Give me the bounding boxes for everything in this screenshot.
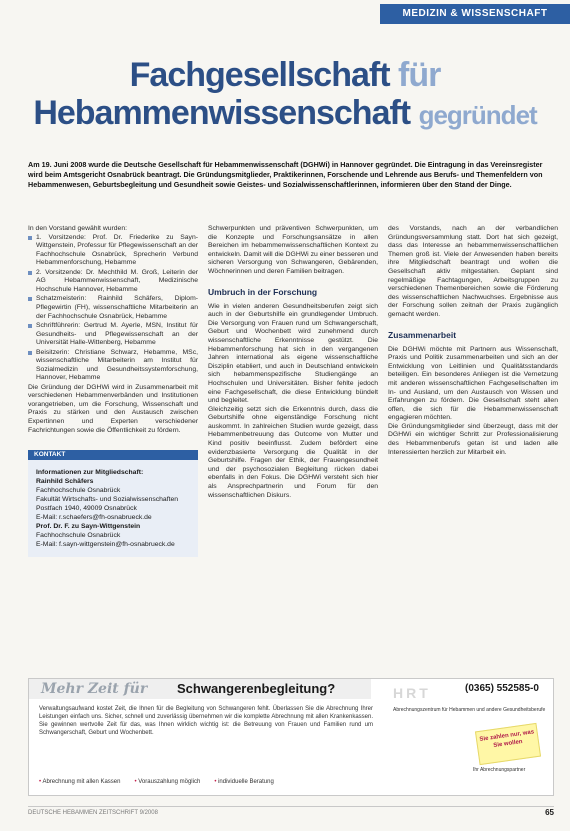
board-member: Beisitzerin: Christiane Schwarz, Hebamme, MSc, wissenschaftliche Mitarbeiterin am Institut für Sozialmedizin und Gesundheitssystemforschung, Hannover, Hebamme (28, 349, 198, 383)
publication-name: DEUTSCHE HEBAMMEN ZEITSCHRIFT 9/2008 (28, 810, 158, 816)
ad-small-print: Ihr Abrechnungspartner (473, 767, 526, 773)
board-member: 2. Vorsitzende: Dr. Mechthild M. Groß, Leiterin der AG Hebammenwissenschaft, Medizinische Hochschule Hannover, Hebamme (28, 269, 198, 295)
subheading-umbruch: Umbruch in der Forschung (208, 286, 318, 297)
column-2 (208, 225, 378, 500)
subheading-zusammenarbeit: Zusammenarbeit (388, 329, 457, 340)
contact-line: Postfach 1940, 49009 Osnabrück (36, 505, 137, 512)
lead-paragraph: Am 19. Juni 2008 wurde die Deutsche Gesellschaft für Hebammenwissenschaft (DGHWi) in Hannover gegründet. Die Eintragung in das Vereinsregister wird beim Amtsgericht Osnabrück beantragt. Die Gründungsmitglieder, Praktikerinnen, Forschende und Lehrende aus Berufs- und Themenfeldern von Hebammenwesen, Geburtsbegleitung und Gesundheit sowie Geistes- und Sozialwissenschaftlerinnen, informieren über den Stand der Dinge. (28, 160, 543, 189)
ad-bullet: • individuelle Beratung (214, 779, 274, 785)
page-number: 65 (545, 808, 554, 817)
title-word-gegruendet: gegründet (418, 100, 537, 130)
column-3-paragraph-1: des Vorstands, nach an der verbandlichen Gründungsversammlung statt. Dort hat sich gezeigt, dass das Interesse an hebammenwissenschaftlichen Themen groß ist. Viele der Anwesenden haben bereits ihre Mitgliedschaft beantragt und wollen die Gesellschaft aktiv mitgestalten. Geplant sind regelmäßige Fachtagungen, Arbeitsgruppen zu verschiedenen Themenbereichen sowie die Förderung des wissenschaftlichen Nachwuchses. Ergebnisse aus der Forschung sollen zeitnah der Praxis zugänglich gemacht werden. (388, 225, 558, 318)
section-rubric: MEDIZIN & WISSENSCHAFT (380, 4, 570, 24)
contact-box (28, 450, 198, 557)
contact-line: Fachhochschule Osnabrück (36, 487, 121, 494)
ad-logo: HRT (393, 685, 431, 701)
ad-bullet: • Vorauszahlung möglich (134, 779, 200, 785)
ad-stamp: Sie zahlen nur, was Sie wollen (475, 723, 541, 765)
ad-script-text: Mehr Zeit für (41, 681, 148, 697)
title-word-fuer: für (398, 56, 441, 94)
title-word-hebammenwissenschaft: Hebammenwissenschaft (33, 94, 411, 132)
column-3-paragraph-2: Die DGHWi möchte mit Partnern aus Wissenschaft, Praxis und Politik zusammenarbeiten und sich an der Entwicklung von Leitlinien und Qualitätsstandards beteiligen. Ein besonderes Anliegen ist die Vernetzung mit anderen wissenschaftlichen Fachgesellschaften im In- und Ausland, um den Austausch von Wissen und Erfahrungen zu fördern. Die Gesellschaft steht allen offen, die sich für die Hebammenwissenschaft engagieren möchten. (388, 345, 558, 422)
contact-line: Fachhochschule Osnabrück (36, 532, 121, 539)
ad-subline: Abrechnungszentrum für Hebammen und andere Gesundheitsberufe (393, 707, 546, 713)
contact-heading: Informationen zur Mitgliedschaft: (36, 469, 144, 476)
page-footer (28, 806, 554, 819)
contact-tag: KONTAKT (34, 451, 66, 458)
column-2-paragraph-3: Gleichzeitig setzt sich die Erkenntnis durch, dass die Geburtshilfe ohne eigenständige Forschung nicht auskommt. In zahlreichen Studien wurde gezeigt, dass Hebammenbetreuung das Outcome von Mutter und Kind positiv beeinflusst. Zudem befördert eine evidenzbasierte Versorgung die Qualität in der Geburtshilfe. Fragen der Ethik, der Frauengesundheit und der psychosozialen Begleitung rücken dabei ebenfalls in den Fokus. Die DGHWi versteht sich hier als Ansprechpartnerin und Forum für den wissenschaftlichen Diskurs. (208, 405, 378, 499)
contact-name: Rainhild Schäfers (36, 478, 94, 485)
article-title (0, 56, 570, 134)
board-member: Schriftführerin: Gertrud M. Ayerle, MSN, Institut für Gesundheits- und Pflegewissenschaft an der Universität Halle-Wittenberg, Hebamme (28, 322, 198, 348)
board-member: 1. Vorsitzende: Prof. Dr. Friederike zu Sayn-Wittgenstein, Professur für Pflegewissenschaft an der Fachhochschule Osnabrück, Sprecherin Verbund Hebammenforschung, Hebamme (28, 234, 198, 268)
contact-name-2: Prof. Dr. F. zu Sayn-Wittgenstein (36, 523, 141, 530)
ad-brand-panel (385, 679, 553, 795)
ad-phone[interactable]: (0365) 552585-0 (465, 683, 539, 694)
column-3-paragraph-3: Die Gründungsmitglieder sind überzeugt, dass mit der DGHWi ein wichtiger Schritt zur Professionalisierung des Hebammenberufs getan ist und laden alle Interessierten herzlich zur Mitarbeit ein. (388, 422, 558, 456)
board-intro: In den Vorstand gewählt wurden: (28, 225, 127, 232)
column-2-paragraph-2: Wie in vielen anderen Gesundheitsberufen zeigt sich auch in der Geburtshilfe ein grundlegender Umbruch. Die Versorgung von Frauen rund um Schwangerschaft, Geburt und Wochenbett wird zunehmend durch wissenschaftliche Erkenntnisse gestützt. Die Hebammenforschung hat sich in den vergangenen Jahren international als eigene wissenschaftliche Disziplin etabliert, und auch in Deutschland entwickeln sich hebammenspezifische Studiengänge an Hochschulen und Universitäten. Bisher fehlte jedoch eine Fachgesellschaft, die diese Entwicklung bündelt und begleitet. (208, 302, 378, 405)
ad-headline: Schwangerenbegleitung? (177, 681, 336, 696)
board-member: Schatzmeisterin: Rainhild Schäfers, Diplom-Pflegewirtin (FH), wissenschaftliche Mitarbeiterin an der Fachhochschule Osnabrück, Hebamme (28, 295, 198, 321)
advertisement[interactable] (28, 678, 554, 796)
column-1-outro: Die Gründung der DGHWi wird in Zusammenarbeit mit verschiedenen Hebammenverbänden und Institutionen vorangetrieben, um die Forschung, Wissenschaft und Praxis zu stärken und den Austausch zwischen Expertinnen und Experten verschiedener Fachrichtungen sowie die Öffentlichkeit zu fördern. (28, 383, 198, 434)
contact-email[interactable]: E-Mail: r.schaefers@fh-osnabrueck.de (36, 514, 152, 521)
contact-line: Fakultät Wirtschafts- und Sozialwissenschaften (36, 496, 179, 503)
board-list (28, 234, 198, 383)
column-1 (28, 225, 198, 435)
title-word-fachgesellschaft: Fachgesellschaft (129, 56, 390, 94)
column-2-paragraph-1: Schwerpunkten und präventiven Schwerpunkten, um die Konzepte und Forschungsansätze in allen Bereichen im hebammenwissenschaftlichen Kontext zu entwickeln. Damit will die DGHWi zu einer besseren und sicheren Versorgung von Schwangeren, Gebärenden, Wöchnerinnen und deren Familien beitragen. (208, 225, 378, 275)
ad-bullet: • Abrechnung mit allen Kassen (39, 779, 120, 785)
column-3 (388, 225, 558, 457)
ad-body: Verwaltungsaufwand kostet Zeit, die Ihnen für die Begleitung von Schwangeren fehlt. Überlassen Sie die Abrechnung Ihrer Leistungen einfach uns. Sicher, schnell und zuverlässig übernehmen wir die komplette Abrechnung mit allen Krankenkassen. Sie gewinnen wertvolle Zeit für das, was Ihnen wirklich wichtig ist: die Betreuung von Frauen und Familien rund um Schwangerschaft, Geburt und Wochenbett. (39, 706, 373, 736)
contact-email-2[interactable]: E-Mail: f.sayn-wittgenstein@fh-osnabrueck.de (36, 541, 175, 548)
